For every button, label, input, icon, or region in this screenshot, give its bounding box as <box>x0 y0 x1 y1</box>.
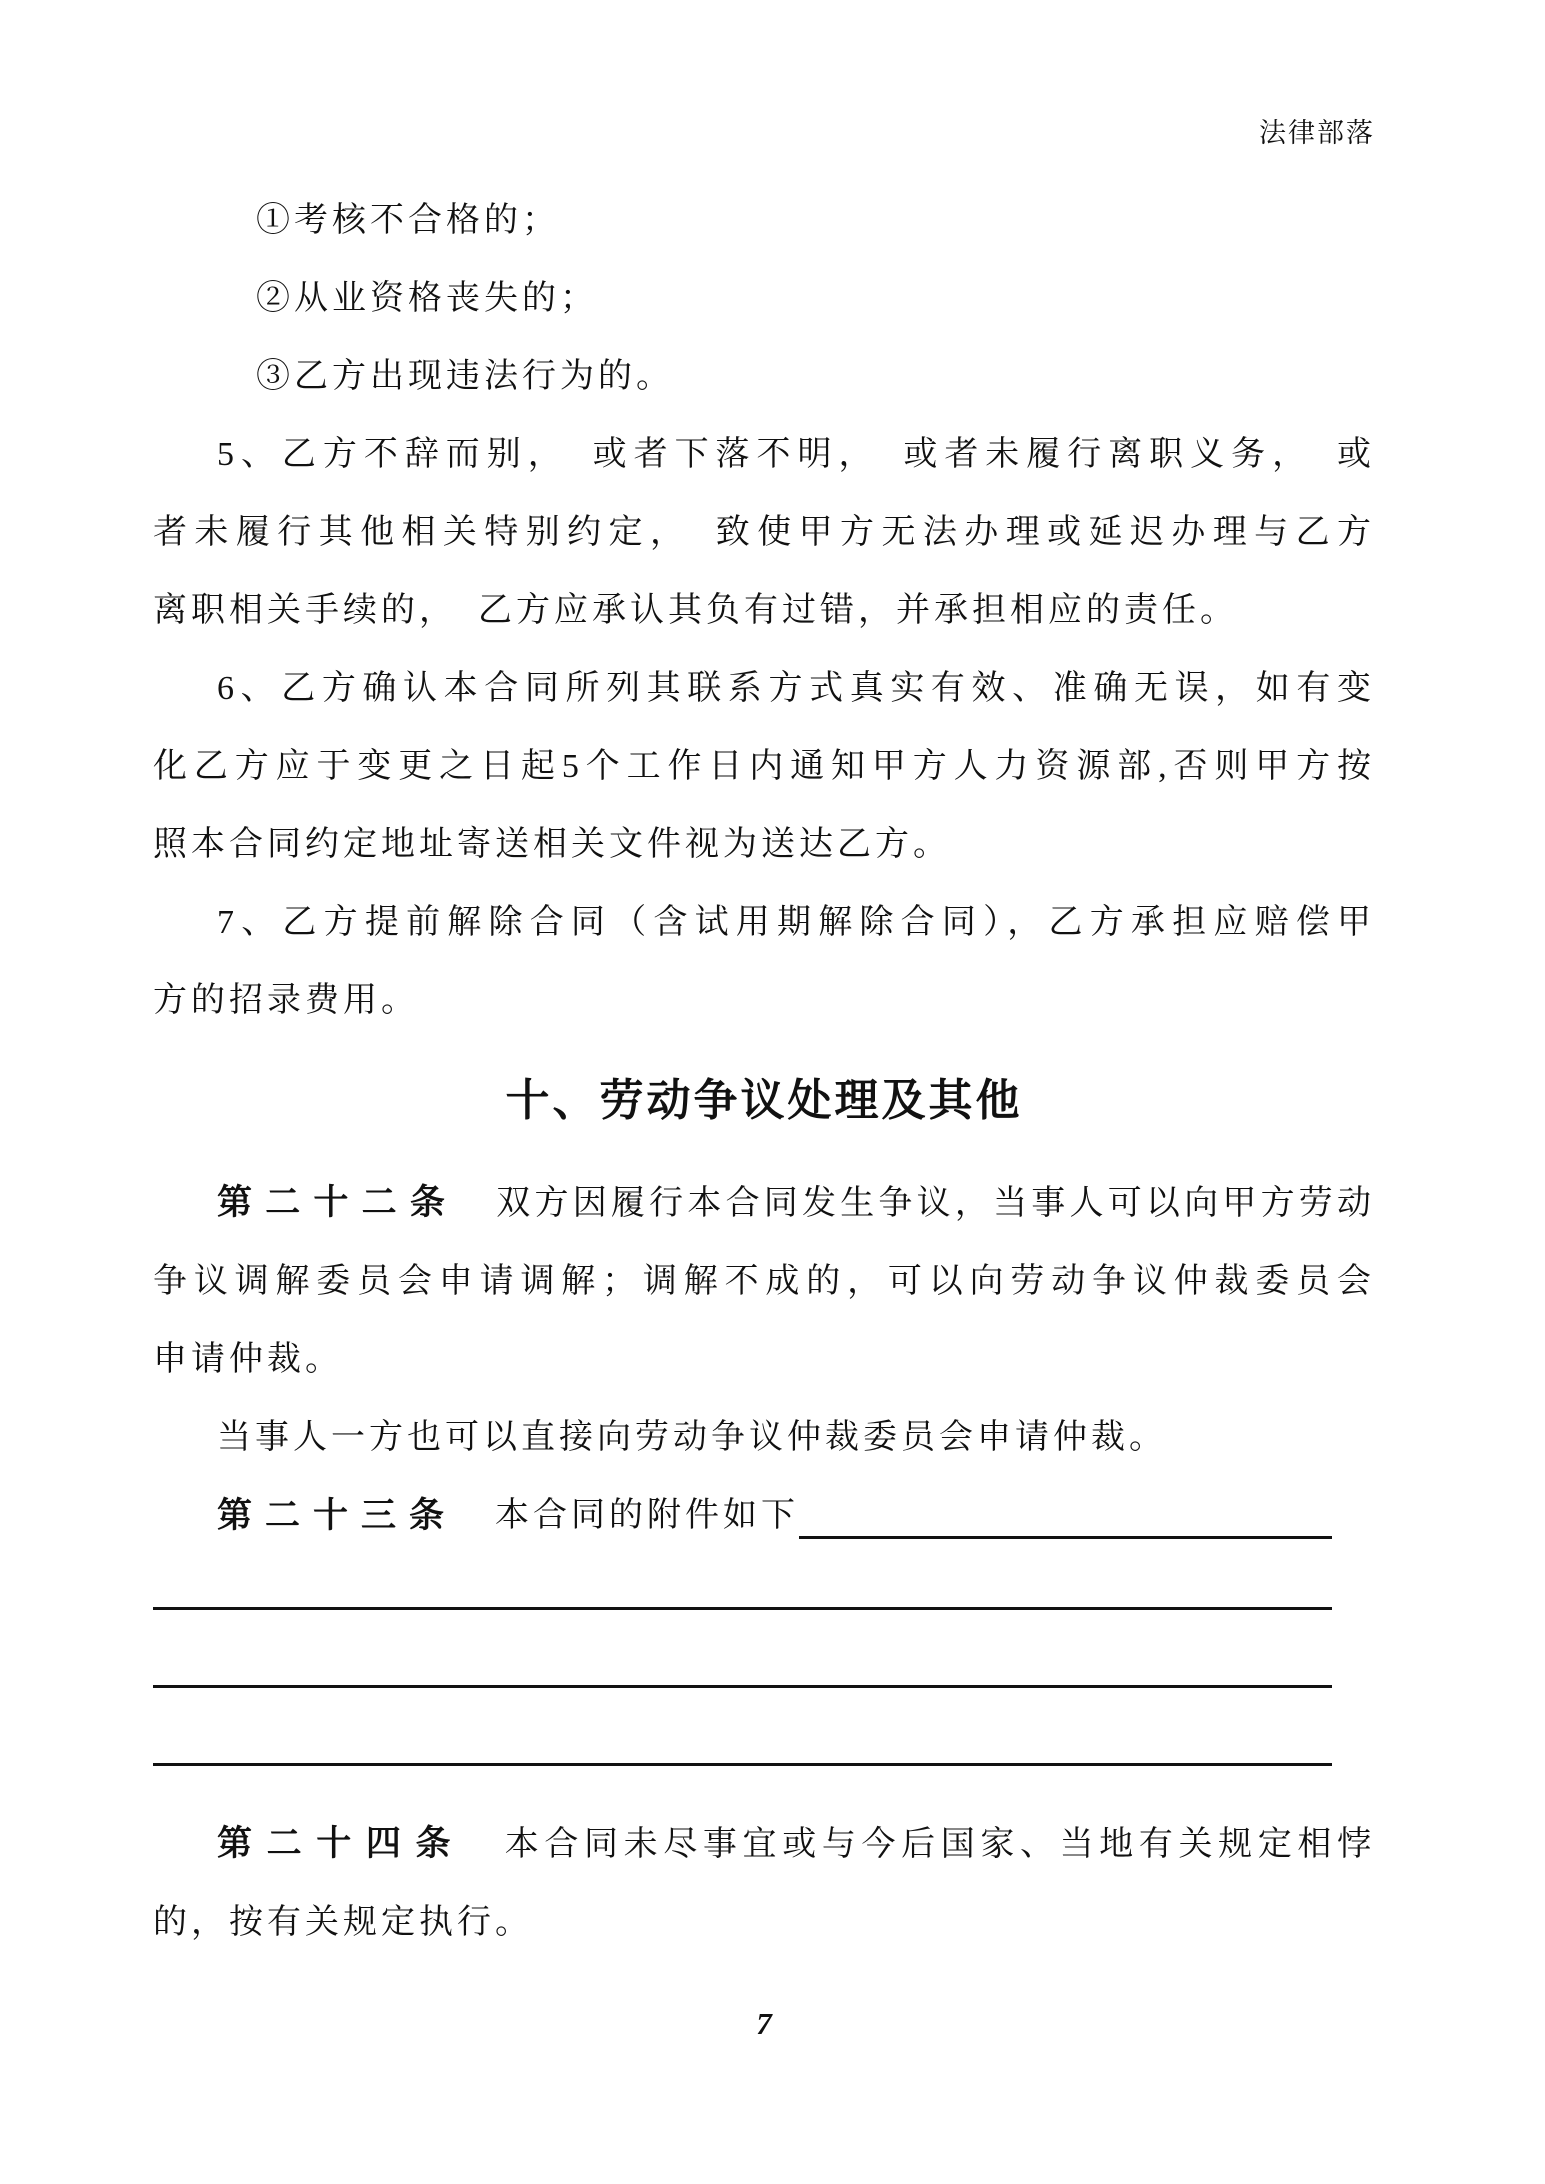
article-22-text: 双方因履行本合同发生争议，当事人可以向甲方劳动 <box>458 1185 1375 1222</box>
article-22-line-3: 申请仲裁。 <box>153 1341 343 1378</box>
article-24-text: 本合同未尽事宜或与今后国家、当地有关规定相悖 <box>465 1826 1375 1863</box>
blank-underline-row-2 <box>153 1633 1375 1711</box>
paragraph-5-line-1: 5、乙方不辞而别， 或者下落不明， 或者未履行离职义务， 或 <box>217 436 1375 473</box>
direct-arbitration-line: 当事人一方也可以直接向劳动争议仲裁委员会申请仲裁。 <box>217 1419 1167 1456</box>
blank-underline-row-1 <box>153 1555 1375 1633</box>
article-22-line-2: 争议调解委员会申请调解；调解不成的，可以向劳动争议仲裁委员会 <box>153 1263 1375 1300</box>
paragraph-5-line-2: 者未履行其他相关特别约定， 致使甲方无法办理或延迟办理与乙方 <box>153 514 1375 551</box>
page-number: 7 <box>756 2006 772 2041</box>
paragraph-5-line-3: 离职相关手续的， 乙方应承认其负有过错，并承担相应的责任。 <box>153 592 1238 629</box>
article-24-line-1 <box>153 1805 1375 1884</box>
article-24-label: 第二十四条 <box>217 1824 466 1863</box>
paragraph-6-line-2: 化乙方应于变更之日起5个工作日内通知甲方人力资源部,否则甲方按 <box>153 748 1375 785</box>
paragraph-7-line-1: 7、乙方提前解除合同（含试用期解除合同），乙方承担应赔偿甲 <box>217 904 1375 941</box>
article-23-line <box>153 1477 1375 1555</box>
blank-underline-row-3 <box>153 1711 1375 1789</box>
body-text <box>153 182 1375 1962</box>
clause-item-2: ②从业资格丧失的； <box>256 280 598 317</box>
article-23-label: 第二十三条 <box>217 1496 458 1535</box>
clause-item-3: ③乙方出现违法行为的。 <box>256 358 674 395</box>
brand-text: 法律部落 <box>1259 118 1375 148</box>
clause-item-1: ①考核不合格的； <box>256 202 560 239</box>
article-22-line-1 <box>153 1164 1375 1243</box>
paragraph-7-line-2: 方的招录费用。 <box>153 982 419 1019</box>
article-22-label: 第二十二条 <box>217 1183 459 1222</box>
attachment-underline <box>799 1536 1332 1539</box>
section-heading: 十、劳动争议处理及其他 <box>505 1076 1023 1125</box>
paragraph-6-line-1: 6、乙方确认本合同所列其联系方式真实有效、准确无误，如有变 <box>217 670 1375 707</box>
article-24-line-2: 的，按有关规定执行。 <box>153 1904 533 1941</box>
paragraph-6-line-3: 照本合同约定地址寄送相关文件视为送达乙方。 <box>153 826 951 863</box>
article-23-text: 本合同的附件如下 <box>457 1497 800 1534</box>
